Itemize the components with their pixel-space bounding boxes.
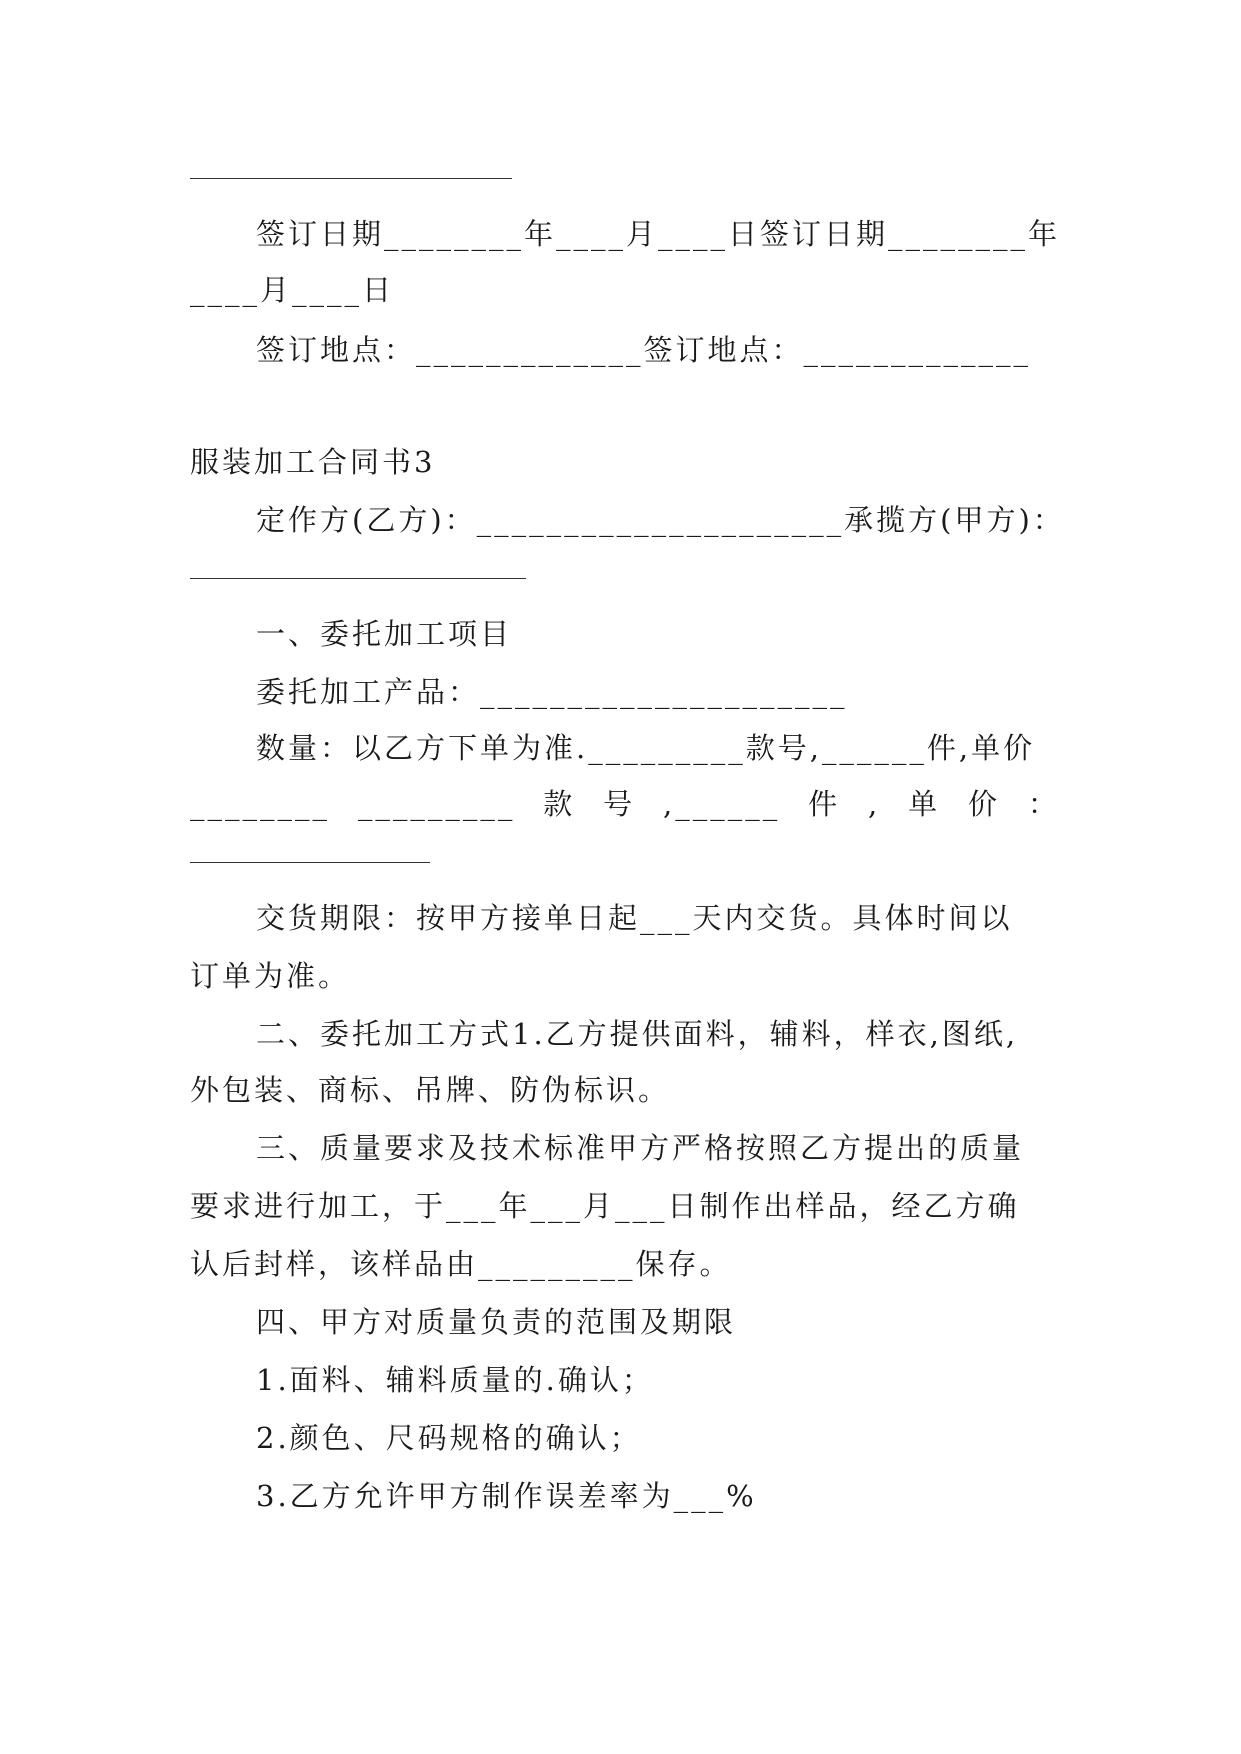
blank-underline	[190, 178, 512, 179]
spread-token: 单	[908, 787, 941, 821]
section-4-item-2: 2.颜色、尺码规格的确认；	[256, 1421, 642, 1455]
spread-token: 件	[808, 787, 841, 821]
delivery-line-cont: 订单为准。	[190, 959, 351, 993]
spread-token: ：	[1027, 787, 1060, 821]
spread-token: _________	[357, 787, 516, 821]
section-4-heading: 四、甲方对质量负责的范围及期限	[256, 1305, 737, 1339]
contract-title: 服装加工合同书3	[190, 445, 436, 479]
parties-line: 定作方(乙方)：_____________________承揽方(甲方)：	[256, 503, 1065, 537]
spread-token: 款	[543, 787, 576, 821]
spread-token: 号	[603, 787, 636, 821]
spread-token: ,	[868, 787, 881, 821]
section-1-heading: 一、委托加工项目	[256, 617, 513, 651]
blank-underline	[190, 578, 526, 579]
blank-underline	[190, 862, 430, 863]
quantity-spread-line	[190, 784, 1060, 824]
signing-place-line: 签订地点：_____________签订地点：_____________	[256, 333, 1032, 367]
section-3-line-cont-2: 认后封样，该样品由_________保存。	[190, 1247, 732, 1281]
spread-token: 价	[968, 787, 1001, 821]
signing-date-line: 签订日期________年____月____日签订日期________年	[256, 217, 1061, 251]
section-3-line-cont-1: 要求进行加工，于___年___月___日制作出样品，经乙方确	[190, 1189, 1020, 1223]
delivery-line: 交货期限：按甲方接单日起___天内交货。具体时间以	[256, 901, 1013, 935]
section-4-item-1: 1.面料、辅料质量的.确认；	[256, 1363, 654, 1397]
product-line: 委托加工产品：_____________________	[256, 675, 848, 709]
spread-token: ________	[190, 787, 330, 821]
signing-date-line-cont: ____月____日	[190, 273, 395, 307]
spread-token: ,______	[663, 787, 781, 821]
section-3-line: 三、质量要求及技术标准甲方严格按照乙方提出的质量	[256, 1131, 1025, 1165]
quantity-line: 数量：以乙方下单为准._________款号,______件,单价	[256, 731, 1036, 765]
section-2-line: 二、委托加工方式1.乙方提供面料，辅料，样衣,图纸,	[256, 1017, 1019, 1051]
section-4-item-3: 3.乙方允许甲方制作误差率为___%	[256, 1479, 757, 1513]
section-2-line-cont: 外包装、商标、吊牌、防伪标识。	[190, 1073, 671, 1107]
